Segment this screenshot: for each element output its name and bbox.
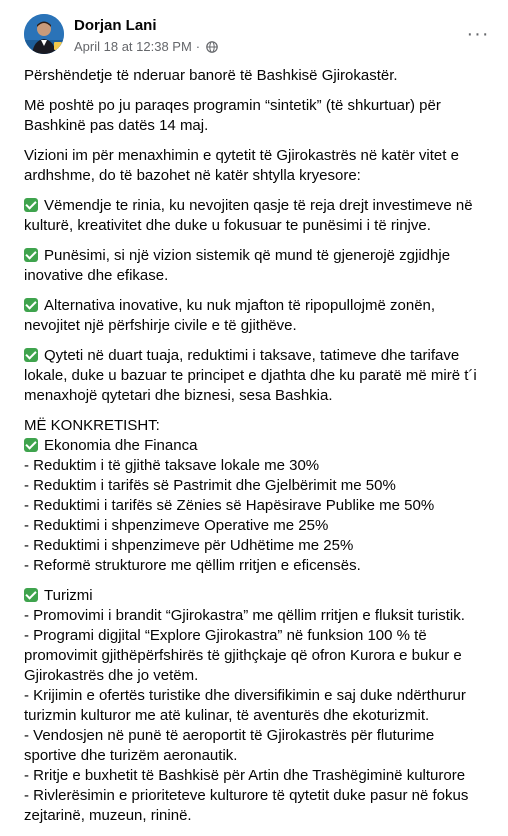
list-item: - Programi digjital “Explore Gjirokastra” në funksion 100 % të	[24, 627, 427, 644]
pillar-2: Punësimi, si një vizion sistemik që mund të gjenerojë zgjidhje inovative dhe efikase.	[24, 247, 451, 284]
check-mark-icon	[24, 348, 38, 362]
list-item: - Reduktimi i shpenzimeve Operative me 25%	[24, 517, 329, 534]
list-item: - Krijimin e ofertës turistike dhe diversifikimin e saj duke ndërthurur	[24, 687, 466, 704]
list-item: - Reduktim i tarifës së Pastrimit dhe Gjelbërimit me 50%	[24, 477, 396, 494]
list-item: - Vendosjen në punë të aeroportit të Gjirokastrës për fluturime	[24, 727, 435, 744]
post-timestamp[interactable]: April 18 at 12:38 PM	[74, 39, 192, 54]
author-name[interactable]: Dorjan Lani	[74, 17, 157, 34]
list-item: Gjirokastrës dhe jo vetëm.	[24, 667, 199, 684]
economy-title: Ekonomia dhe Financa	[44, 437, 198, 454]
list-item: zejtarinë, muzeun, rininë.	[24, 807, 192, 824]
list-item: - Rritje e buxhetit të Bashkisë për Artin dhe Trashëgiminë kulturore	[24, 767, 466, 784]
check-mark-icon	[24, 438, 38, 452]
avatar[interactable]	[24, 14, 64, 54]
concretely-heading: MË KONKRETISHT:	[24, 417, 160, 434]
check-mark-icon	[24, 248, 38, 262]
more-options-icon[interactable]: ···	[466, 22, 490, 45]
tourism-section	[24, 586, 494, 826]
list-item: turizmin kulturor me atë kulinar, të aventurës dhe ekoturizmit.	[24, 707, 430, 724]
pillar-1: Vëmendje te rinia, ku nevojiten qasje të reja drejt investimeve në kulturë, kreativitet dhe duke u fokusuar te punësimi i të rinjve.	[24, 197, 473, 234]
post-header	[24, 14, 494, 58]
check-mark-icon	[24, 588, 38, 602]
intro: Më poshtë po ju paraqes programin “sintetik” (të shkurtuar) për Bashkinë pas datës 14 maj.	[24, 97, 441, 134]
post-meta	[74, 39, 218, 55]
post-content	[24, 66, 494, 836]
meta-separator: ·	[195, 39, 201, 54]
list-item: - Promovimi i brandit “Gjirokastra” me qëllim rritjen e fluksit turistik.	[24, 607, 465, 624]
list-item: - Reduktimi i tarifës së Zënies së Hapësirave Publike me 50%	[24, 497, 435, 514]
list-item: - Reduktimi i shpenzimeve për Udhëtime me 25%	[24, 537, 354, 554]
check-mark-icon	[24, 198, 38, 212]
list-item: sportive dhe turizëm aeronautik.	[24, 747, 238, 764]
list-item: - Rivlerësimin e prioriteteve kulturore të qytetit duke pasur në fokus	[24, 787, 469, 804]
tourism-title: Turizmi	[44, 587, 93, 604]
economy-section	[24, 416, 494, 576]
vision: Vizioni im për menaxhimin e qytetit të Gjirokastrës në katër vitet e ardhshme, do të bazohet në katër shtylla kryesore:	[24, 147, 459, 184]
greeting: Përshëndetje të nderuar banorë të Bashkisë Gjirokastër.	[24, 67, 398, 84]
pillar-3: Alternativa inovative, ku nuk mjafton të ripopullojmë zonën, nevojitet një përfshirje civile e të gjithëve.	[24, 297, 436, 334]
check-mark-icon	[24, 298, 38, 312]
list-item: - Reduktim i të gjithë taksave lokale me 30%	[24, 457, 320, 474]
list-item: - Reformë strukturore me qëllim rritjen e eficensës.	[24, 557, 361, 574]
globe-icon[interactable]	[206, 41, 218, 53]
list-item: promovimit gjithëpërfshirës të gjithçkaje që ofron Kurora e bukur e	[24, 647, 462, 664]
pillar-4: Qyteti në duart tuaja, reduktimi i taksave, tatimeve dhe tarifave lokale, duke u bazuar te principet e djathta dhe ku paratë më mirë t´i menaxhojë qytetari dhe biznesi, sesa Bashkia.	[24, 347, 477, 404]
